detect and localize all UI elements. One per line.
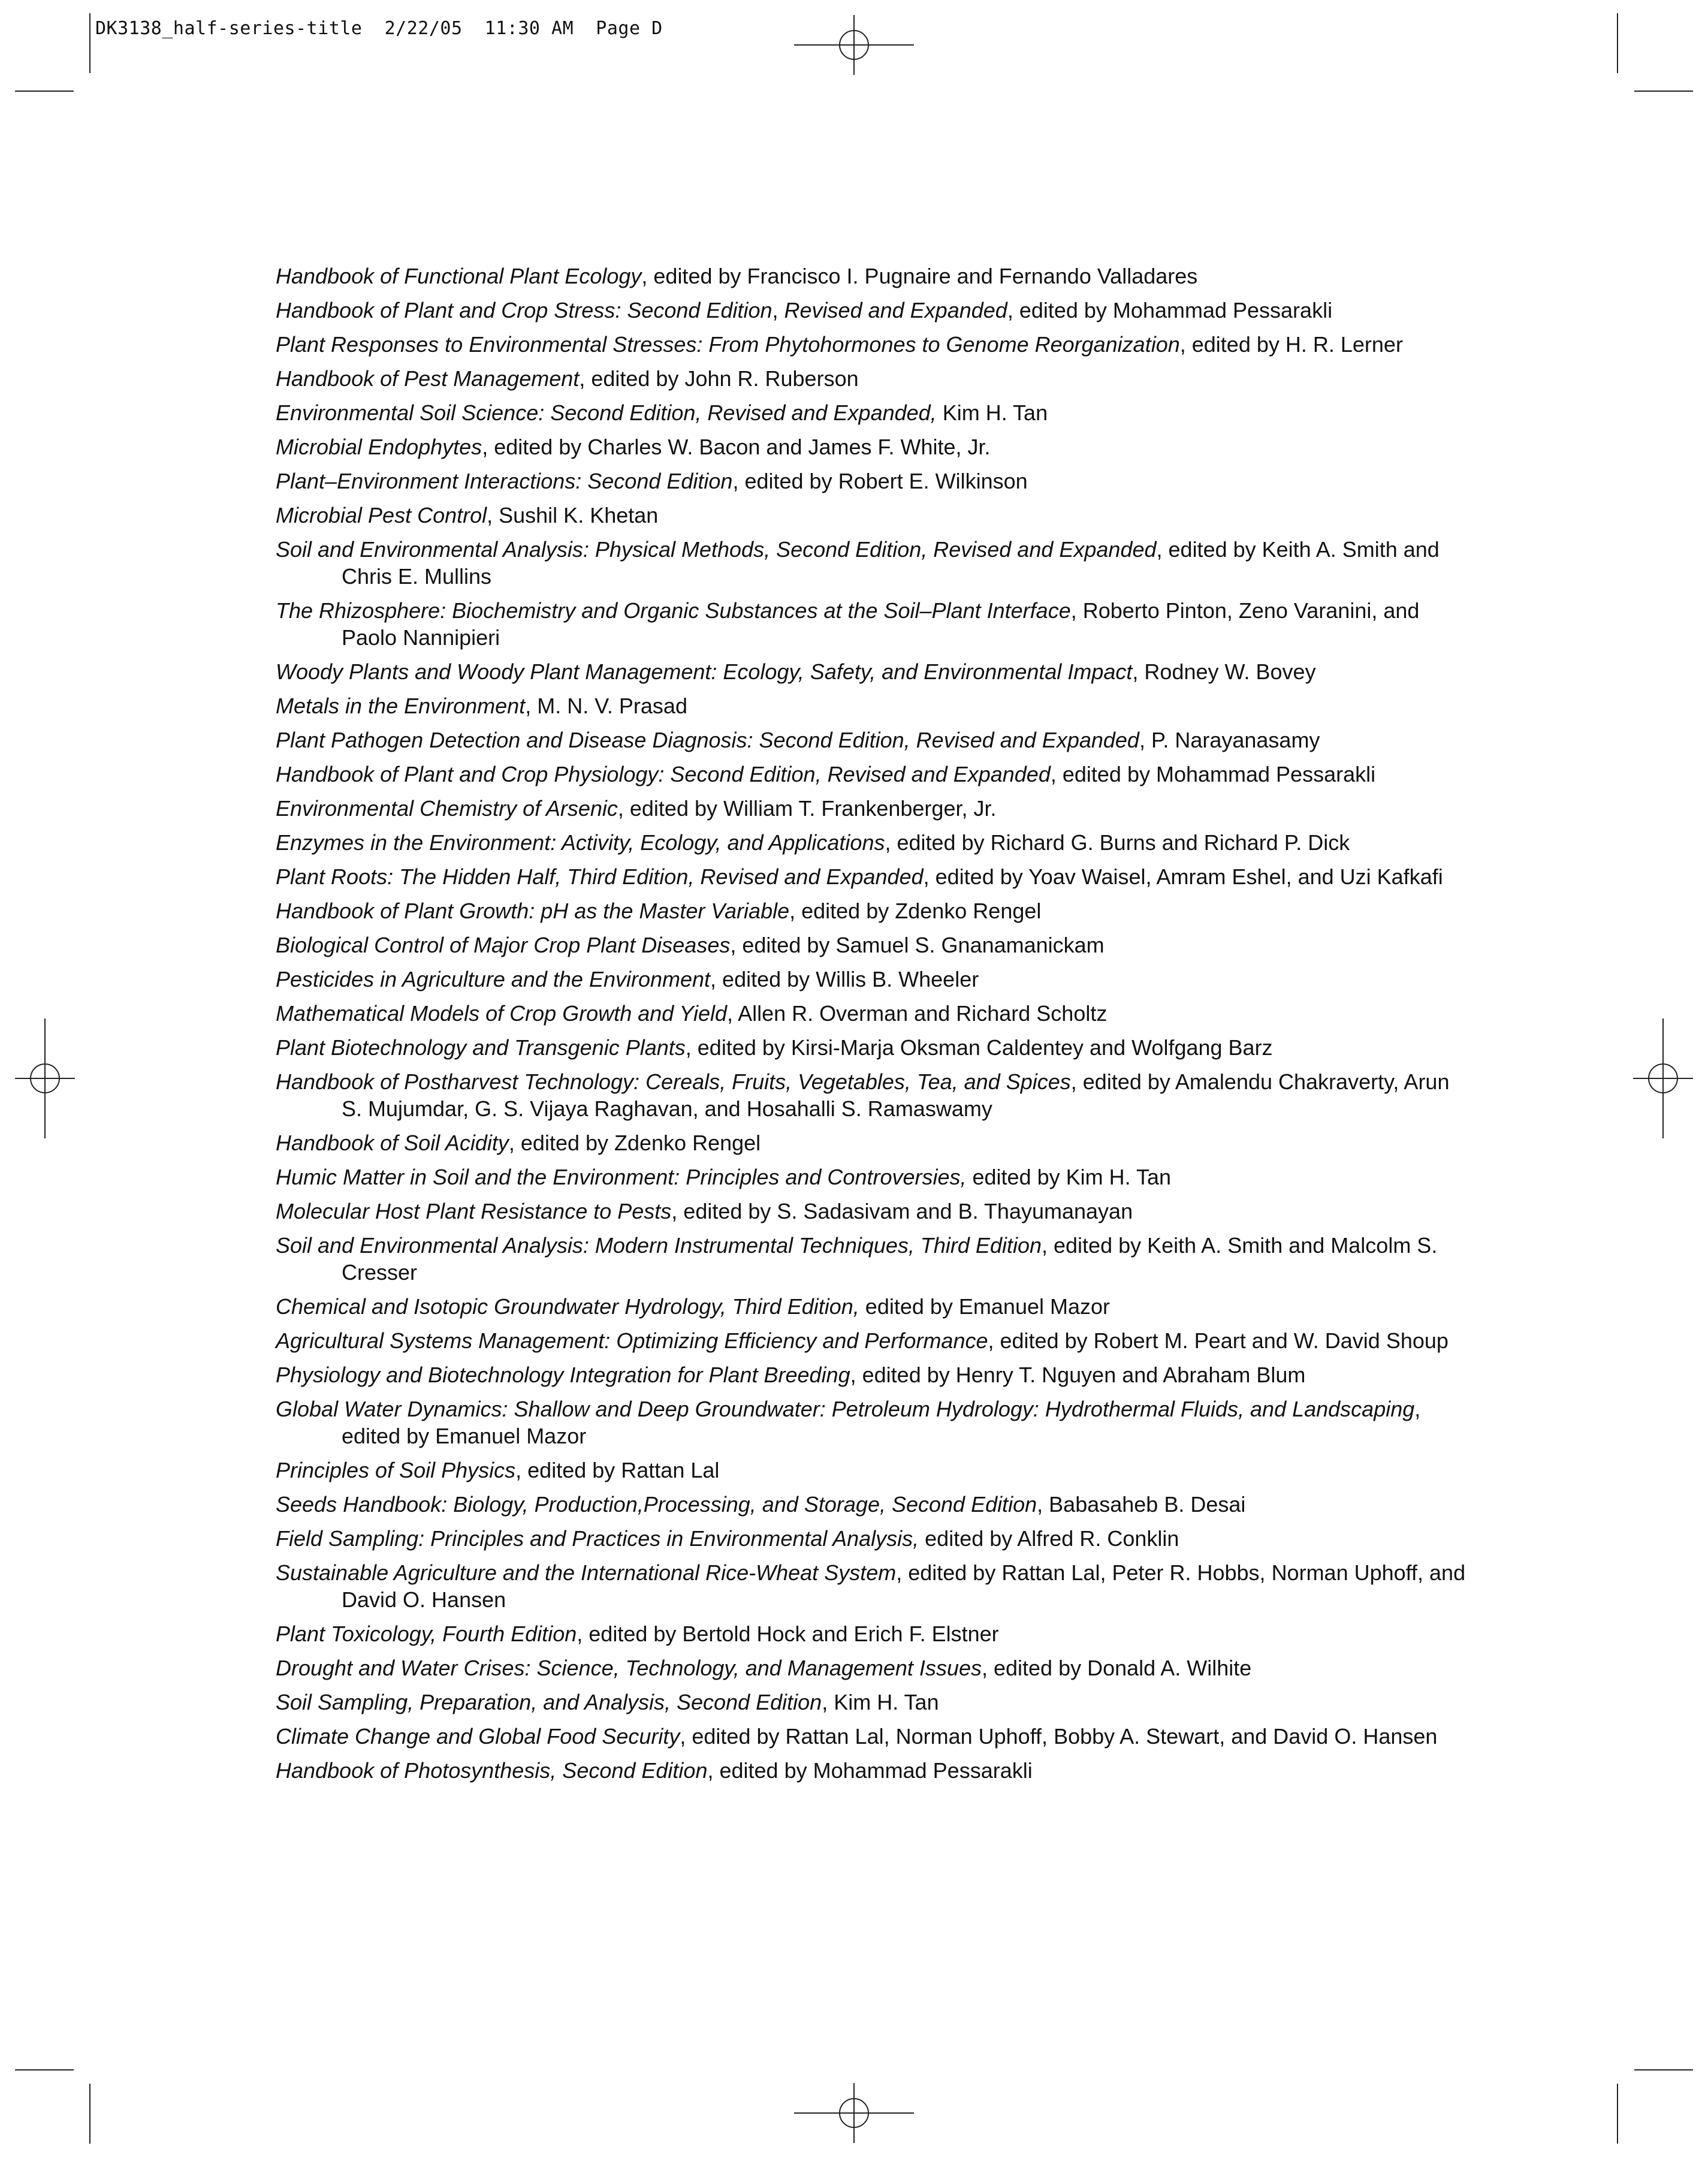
series-entry bbox=[276, 1525, 1474, 1552]
series-entry bbox=[276, 658, 1474, 685]
book-credit: , edited by S. Sadasivam and B. Thayumanayan bbox=[671, 1199, 1133, 1223]
series-entry bbox=[276, 897, 1474, 924]
series-title-list bbox=[276, 263, 1474, 1791]
series-entry bbox=[276, 1620, 1474, 1647]
book-title: Plant Roots: The Hidden Half, Third Edition, Revised and Expanded bbox=[276, 864, 924, 889]
book-credit: , M. N. V. Prasad bbox=[525, 694, 687, 718]
book-title: Handbook of Soil Acidity bbox=[276, 1131, 509, 1155]
book-credit: , edited by Samuel S. Gnanamanickam bbox=[730, 933, 1105, 957]
book-title: Plant Toxicology, Fourth Edition bbox=[276, 1621, 577, 1646]
series-entry bbox=[276, 1396, 1474, 1449]
book-title: Climate Change and Global Food Security bbox=[276, 1724, 680, 1749]
series-entry bbox=[276, 727, 1474, 754]
book-credit: , edited by Yoav Waisel, Amram Eshel, and Uzi Kafkafi bbox=[923, 864, 1443, 889]
book-credit: , edited by William T. Frankenberger, Jr. bbox=[617, 796, 997, 821]
series-entry bbox=[276, 365, 1474, 392]
series-entry bbox=[276, 932, 1474, 959]
book-credit: , edited by John R. Ruberson bbox=[579, 366, 859, 391]
book-credit: , P. Narayanasamy bbox=[1139, 728, 1320, 752]
crop-mark-bottom-left-horizontal bbox=[15, 2069, 74, 2070]
series-entry bbox=[276, 468, 1474, 495]
series-entry bbox=[276, 1689, 1474, 1716]
book-title: Soil Sampling, Preparation, and Analysis, Second Edition bbox=[276, 1690, 822, 1714]
series-entry bbox=[276, 1293, 1474, 1320]
book-credit: , edited by Bertold Hock and Erich F. Elstner bbox=[577, 1621, 999, 1646]
book-credit: , edited by Francisco I. Pugnaire and Fernando Valladares bbox=[641, 264, 1198, 288]
series-entry bbox=[276, 761, 1474, 788]
series-entry bbox=[276, 536, 1474, 590]
series-entry bbox=[276, 863, 1474, 890]
book-title: Humic Matter in Soil and the Environment: Principles and Controversies, bbox=[276, 1165, 967, 1189]
book-title: Drought and Water Crises: Science, Technology, and Management Issues bbox=[276, 1656, 982, 1680]
book-title: Soil and Environmental Analysis: Physical Methods, Second Edition, Revised and Expanded bbox=[276, 537, 1157, 562]
series-entry bbox=[276, 1457, 1474, 1484]
book-credit: Kim H. Tan bbox=[936, 400, 1048, 425]
book-title: Sustainable Agriculture and the International Rice-Wheat System bbox=[276, 1560, 897, 1585]
series-entry bbox=[276, 502, 1474, 529]
series-entry bbox=[276, 692, 1474, 719]
book-credit: , edited by Henry T. Nguyen and Abraham Blum bbox=[850, 1363, 1306, 1387]
series-entry bbox=[276, 795, 1474, 822]
series-entry bbox=[276, 1723, 1474, 1750]
book-title: Handbook of Plant Growth: pH as the Master Variable bbox=[276, 899, 790, 923]
series-entry bbox=[276, 331, 1474, 358]
crop-mark-bottom-right-vertical bbox=[1617, 2084, 1618, 2144]
book-credit: , edited by Zdenko Rengel bbox=[789, 899, 1042, 923]
series-entry bbox=[276, 1034, 1474, 1061]
book-credit: , Rodney W. Bovey bbox=[1132, 659, 1316, 684]
book-title: Plant Pathogen Detection and Disease Diagnosis: Second Edition, Revised and Expanded bbox=[276, 728, 1139, 752]
book-title: Molecular Host Plant Resistance to Pests bbox=[276, 1199, 672, 1223]
book-credit: , edited by Amalendu Chakraverty, Arun S. Mujumdar, G. S. Vijaya Raghavan, and Hosahalli S. Ramaswamy bbox=[342, 1069, 1450, 1121]
book-title: Biological Control of Major Crop Plant Diseases bbox=[276, 933, 731, 957]
book-title: Microbial Endophytes bbox=[276, 435, 482, 459]
book-title: Environmental Soil Science: Second Edition, Revised and Expanded, bbox=[276, 400, 937, 425]
series-entry bbox=[276, 1198, 1474, 1225]
book-credit: , Kim H. Tan bbox=[822, 1690, 939, 1714]
series-entry bbox=[276, 1129, 1474, 1156]
book-credit: edited by Alfred R. Conklin bbox=[919, 1526, 1179, 1551]
series-entry bbox=[276, 1164, 1474, 1190]
book-credit: , edited by Mohammad Pessarakli bbox=[1050, 762, 1376, 786]
book-credit: , edited by Mohammad Pessarakli bbox=[707, 1758, 1033, 1783]
crop-mark-top-right-vertical bbox=[1617, 13, 1618, 73]
book-credit: , edited by Emanuel Mazor bbox=[342, 1397, 1421, 1448]
book-title: Woody Plants and Woody Plant Management: Ecology, Safety, and Environmental Impact bbox=[276, 659, 1133, 684]
crop-mark-top-left-horizontal bbox=[15, 91, 74, 92]
book-title: Field Sampling: Principles and Practices in Environmental Analysis, bbox=[276, 1526, 919, 1551]
book-credit: , bbox=[772, 298, 784, 323]
series-entry bbox=[276, 399, 1474, 426]
book-credit: , edited by Willis B. Wheeler bbox=[710, 967, 979, 991]
book-title: Agricultural Systems Management: Optimizing Efficiency and Performance bbox=[276, 1328, 988, 1353]
series-entry bbox=[276, 1000, 1474, 1027]
series-entry bbox=[276, 1654, 1474, 1681]
crop-mark-bottom-right-horizontal bbox=[1634, 2069, 1693, 2070]
series-entry bbox=[276, 829, 1474, 856]
book-credit: , edited by Richard G. Burns and Richard P. Dick bbox=[885, 830, 1350, 855]
book-credit: , Babasaheb B. Desai bbox=[1037, 1492, 1246, 1517]
series-entry bbox=[276, 433, 1474, 460]
series-entry bbox=[276, 966, 1474, 993]
book-credit: , Roberto Pinton, Zeno Varanini, and Paolo Nannipieri bbox=[342, 598, 1420, 650]
book-credit: , edited by Charles W. Bacon and James F. White, Jr. bbox=[482, 435, 991, 459]
crop-mark-top-right-horizontal bbox=[1634, 91, 1693, 92]
book-title: Pesticides in Agriculture and the Environment bbox=[276, 967, 711, 991]
series-entry bbox=[276, 1559, 1474, 1613]
book-credit: , Sushil K. Khetan bbox=[487, 503, 659, 528]
book-title: Enzymes in the Environment: Activity, Ecology, and Applications bbox=[276, 830, 885, 855]
book-credit: edited by Kim H. Tan bbox=[966, 1165, 1172, 1189]
book-credit: , edited by Keith A. Smith and Malcolm S. Cresser bbox=[342, 1233, 1438, 1285]
book-title: Principles of Soil Physics bbox=[276, 1458, 516, 1482]
series-entry bbox=[276, 1491, 1474, 1518]
series-entry bbox=[276, 1327, 1474, 1354]
book-title: Handbook of Pest Management bbox=[276, 366, 580, 391]
book-title: Physiology and Biotechnology Integration for Plant Breeding bbox=[276, 1363, 850, 1387]
series-entry bbox=[276, 263, 1474, 290]
series-entry bbox=[276, 1361, 1474, 1388]
book-credit: , edited by Keith A. Smith and Chris E. Mullins bbox=[342, 537, 1440, 589]
crop-mark-top-left-vertical bbox=[89, 13, 90, 73]
print-slug: DK3138_half-series-title 2/22/05 11:30 AM Page D bbox=[95, 18, 663, 39]
book-title: Handbook of Photosynthesis, Second Edition bbox=[276, 1758, 708, 1783]
series-entry bbox=[276, 297, 1474, 324]
series-entry bbox=[276, 1068, 1474, 1122]
book-title-part: Revised and Expanded bbox=[784, 298, 1007, 323]
book-title: Plant Responses to Environmental Stresses: From Phytohormones to Genome Reorganization bbox=[276, 332, 1180, 357]
book-title: Handbook of Plant and Crop Stress: Second Edition bbox=[276, 298, 772, 323]
book-title: Environmental Chemistry of Arsenic bbox=[276, 796, 618, 821]
book-credit: , edited by H. R. Lerner bbox=[1179, 332, 1403, 357]
book-credit: , edited by Zdenko Rengel bbox=[508, 1131, 761, 1155]
book-credit: , edited by Kirsi-Marja Oksman Caldentey and Wolfgang Barz bbox=[685, 1035, 1273, 1060]
series-entry bbox=[276, 1757, 1474, 1784]
book-title: Plant Biotechnology and Transgenic Plants bbox=[276, 1035, 686, 1060]
book-title: Global Water Dynamics: Shallow and Deep Groundwater: Petroleum Hydrology: Hydrothermal Fluids, and Landscaping bbox=[276, 1397, 1415, 1421]
series-entry bbox=[276, 1232, 1474, 1286]
book-title: Mathematical Models of Crop Growth and Yield bbox=[276, 1001, 728, 1026]
book-title: Handbook of Postharvest Technology: Cereals, Fruits, Vegetables, Tea, and Spices bbox=[276, 1069, 1071, 1094]
book-title: Plant–Environment Interactions: Second Edition bbox=[276, 469, 733, 493]
book-title: Handbook of Plant and Crop Physiology: Second Edition, Revised and Expanded bbox=[276, 762, 1051, 786]
book-title: Microbial Pest Control bbox=[276, 503, 487, 528]
book-credit: , edited by Robert M. Peart and W. David Shoup bbox=[988, 1328, 1449, 1353]
book-credit: , edited by Rattan Lal, Norman Uphoff, Bobby A. Stewart, and David O. Hansen bbox=[680, 1724, 1438, 1749]
book-credit: edited by Emanuel Mazor bbox=[859, 1294, 1110, 1319]
book-credit: , edited by Rattan Lal bbox=[515, 1458, 720, 1482]
book-title: Metals in the Environment bbox=[276, 694, 526, 718]
book-title: Seeds Handbook: Biology, Production,Processing, and Storage, Second Edition bbox=[276, 1492, 1037, 1517]
series-entry bbox=[276, 597, 1474, 651]
crop-mark-bottom-left-vertical bbox=[89, 2084, 90, 2144]
book-title: Handbook of Functional Plant Ecology bbox=[276, 264, 642, 288]
book-title: Chemical and Isotopic Groundwater Hydrology, Third Edition, bbox=[276, 1294, 859, 1319]
book-credit: , edited by Rattan Lal, Peter R. Hobbs, Norman Uphoff, and David O. Hansen bbox=[342, 1560, 1466, 1612]
book-credit: , edited by Robert E. Wilkinson bbox=[732, 469, 1028, 493]
book-credit: , Allen R. Overman and Richard Scholtz bbox=[727, 1001, 1108, 1026]
book-title: Soil and Environmental Analysis: Modern Instrumental Techniques, Third Edition bbox=[276, 1233, 1042, 1258]
book-credit-part: , edited by Mohammad Pessarakli bbox=[1007, 298, 1333, 323]
book-title: The Rhizosphere: Biochemistry and Organic Substances at the Soil–Plant Interface bbox=[276, 598, 1071, 623]
book-credit: , edited by Donald A. Wilhite bbox=[981, 1656, 1252, 1680]
